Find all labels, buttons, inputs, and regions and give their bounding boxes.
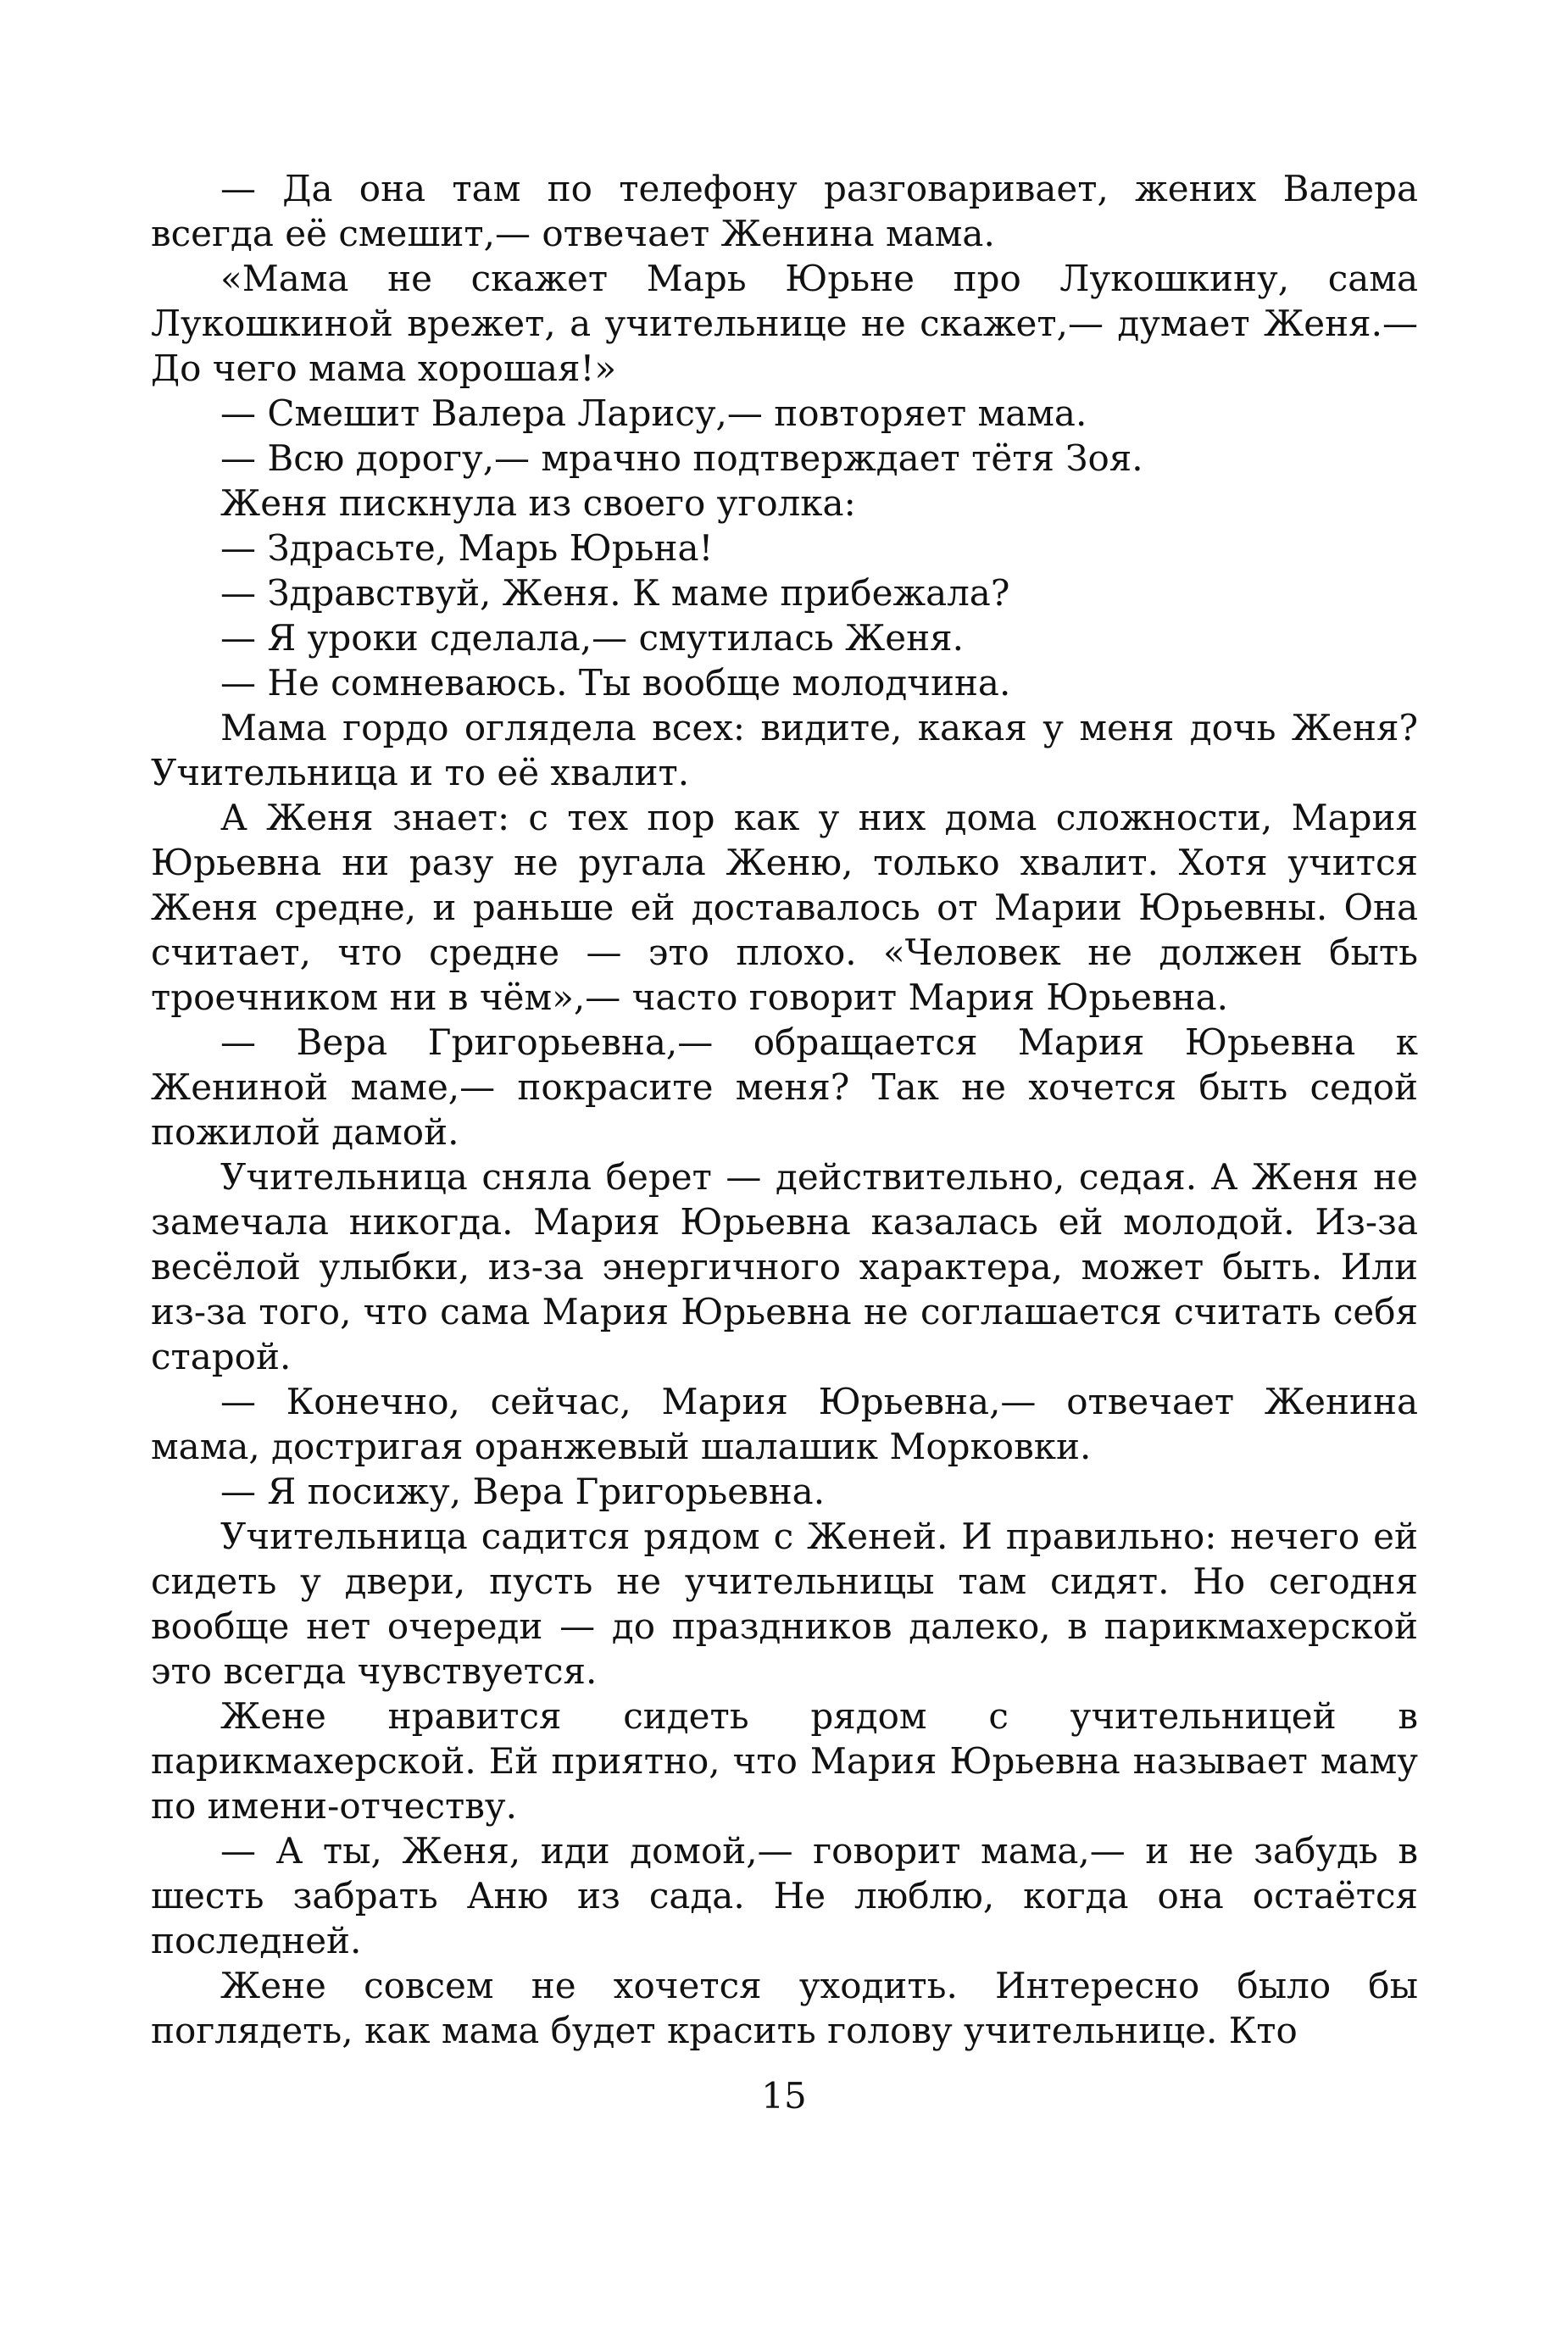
paragraph: — Всю дорогу,— мрачно подтверждает тётя Зоя. [220,437,1143,479]
paragraph: «Мама не скажет Марь Юрьне про Лукошкину, сама Лукошкиной врежет, а учительнице не скажет,— думает Женя.— До чего мама хорошая!» [151,258,1418,389]
paragraph: Женя пискнула из своего уголка: [220,482,856,524]
paragraph: — Конечно, сейчас, Мария Юрьевна,— отвечает Женина мама, достригая оранжевый шалашик Морковки. [151,1381,1418,1467]
paragraph: А Женя знает: с тех пор как у них дома сложности, Мария Юрьевна ни разу не ругала Женю, только хвалит. Хотя учится Женя средне, и раньше ей доставалось от Марии Юрьевны. Она считает, что средне — это плохо. «Человек не должен быть троечником ни в чём»,— часто говорит Мария Юрьевна. [151,797,1418,1018]
paragraph: — Смешит Валера Ларису,— повторяет мама. [220,392,1087,434]
paragraph: — Здравствуй, Женя. К маме прибежала? [220,572,1010,614]
paragraph: — Вера Григорьевна,— обращается Мария Юрьевна к Жениной маме,— покрасите меня? Так не хочется быть седой пожилой дамой. [151,1021,1418,1153]
paragraph: Учительница сняла берет — действительно, седая. А Женя не замечала никогда. Мария Юрьевна казалась ей молодой. Из-за весёлой улыбки, из-за энергичного характера, может быть. Или из-за того, что сама Мария Юрьевна не соглашается считать себя старой. [151,1156,1418,1377]
paragraph: — А ты, Женя, иди домой,— говорит мама,— и не забудь в шесть забрать Аню из сада. Не люблю, когда она остаётся последней. [151,1830,1418,1961]
paragraph: — Я уроки сделала,— смутилась Женя. [220,617,964,659]
paragraph: Жене совсем не хочется уходить. Интересно было бы поглядеть, как мама будет красить голову учительнице. Кто [151,1965,1418,2051]
paragraph: — Здрасьте, Марь Юрьна! [220,527,714,569]
paragraph: — Не сомневаюсь. Ты вообще молодчина. [220,662,1011,704]
paragraph: Мама гордо оглядела всех: видите, какая у меня дочь Женя? Учительница и то её хвалит. [151,707,1418,793]
paragraph: Жене нравится сидеть рядом с учительницей в парикмахерской. Ей приятно, что Мария Юрьевна называет маму по имени-отчеству. [151,1695,1418,1827]
paragraph: Учительница садится рядом с Женей. И правильно: нечего ей сидеть у двери, пусть не учительницы там сидят. Но сегодня вообще нет очереди — до праздников далеко, в парикмахерской это всегда чувствуется. [151,1516,1418,1692]
paragraph: — Да она там по телефону разговаривает, жених Валера всегда её смешит,— отвечает Женина мама. [151,168,1418,254]
page-body [151,166,1418,2053]
page-number: 15 [761,2075,807,2117]
paragraph: — Я посижу, Вера Григорьевна. [220,1471,826,1512]
